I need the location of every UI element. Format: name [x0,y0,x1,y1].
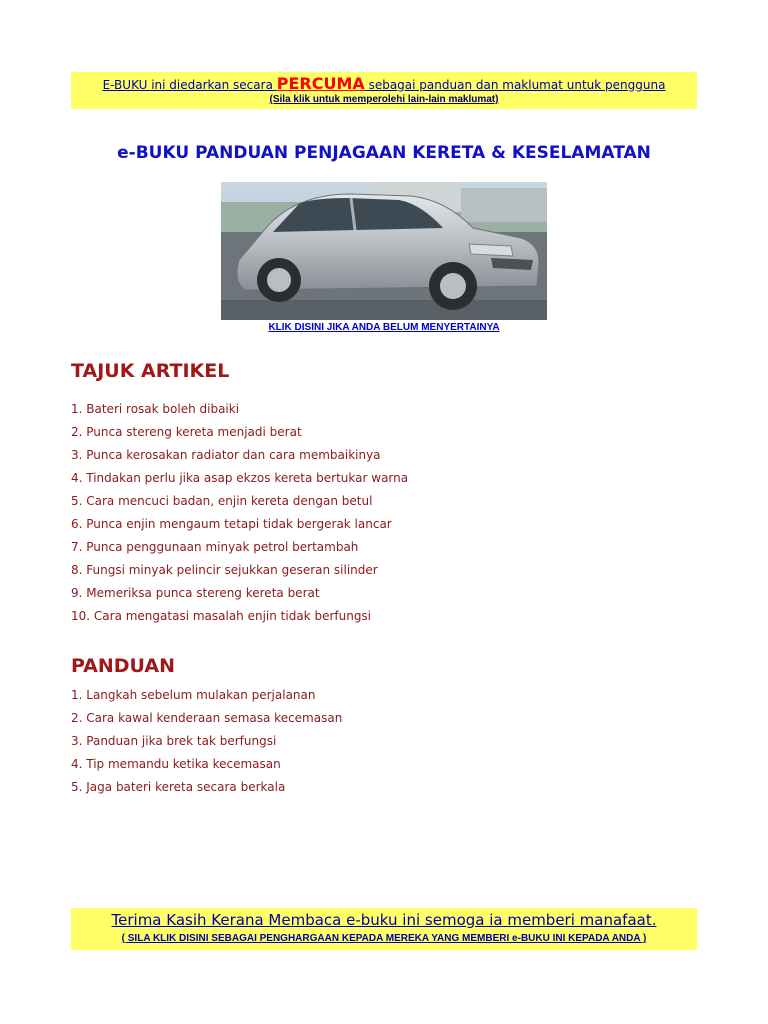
top-banner-text-after: sebagai panduan dan maklumat untuk pengguna [364,78,666,92]
appreciation-link[interactable]: ( SILA KLIK DISINI SEBAGAI PENGHARGAAN KEPADA MEREKA YANG MEMBERI e-BUKU INI KEPADA ANDA ) [121,933,647,944]
guides-list [71,686,342,801]
top-banner-highlight: PERCUMA [276,74,365,93]
article-item[interactable]: 10. Cara mengatasi masalah enjin tidak berfungsi [71,609,372,623]
top-banner-text-before: E-BUKU ini diedarkan secara [102,78,277,92]
articles-list [71,400,408,630]
thank-you-link[interactable]: Terima Kasih Kerana Membaca e-buku ini semoga ia memberi manafaat. [111,911,657,929]
article-item[interactable]: 7. Punca penggunaan minyak petrol bertambah [71,540,359,554]
top-banner-sublink[interactable]: (Sila klik untuk memperolehi lain-lain maklumat) [269,94,499,105]
page-title: e-BUKU PANDUAN PENJAGAAN KERETA & KESELAMATAN [117,143,651,163]
top-banner[interactable] [71,72,697,109]
guides-heading: PANDUAN [71,655,176,677]
article-item[interactable]: 1. Bateri rosak boleh dibaiki [71,402,240,416]
article-item[interactable]: 9. Memeriksa punca stereng kereta berat [71,586,320,600]
article-item[interactable]: 8. Fungsi minyak pelincir sejukkan geseran silinder [71,563,378,577]
guide-item[interactable]: 4. Tip memandu ketika kecemasan [71,757,281,771]
article-item[interactable]: 5. Cara mencuci badan, enjin kereta dengan betul [71,494,373,508]
articles-heading: TAJUK ARTIKEL [71,360,230,382]
guide-item[interactable]: 2. Cara kawal kenderaan semasa kecemasan [71,711,343,725]
article-item[interactable]: 3. Punca kerosakan radiator dan cara membaikinya [71,448,381,462]
guide-item[interactable]: 1. Langkah sebelum mulakan perjalanan [71,688,316,702]
guide-item[interactable]: 5. Jaga bateri kereta secara berkala [71,780,286,794]
join-link[interactable]: KLIK DISINI JIKA ANDA BELUM MENYERTAINYA [268,322,500,333]
car-image [221,182,547,320]
article-item[interactable]: 6. Punca enjin mengaum tetapi tidak bergerak lancar [71,517,392,531]
top-banner-link[interactable] [71,72,697,93]
guide-item[interactable]: 3. Panduan jika brek tak berfungsi [71,734,277,748]
bottom-banner[interactable] [71,908,697,950]
car-photo[interactable] [221,182,547,320]
article-item[interactable]: 4. Tindakan perlu jika asap ekzos kereta bertukar warna [71,471,409,485]
article-item[interactable]: 2. Punca stereng kereta menjadi berat [71,425,302,439]
